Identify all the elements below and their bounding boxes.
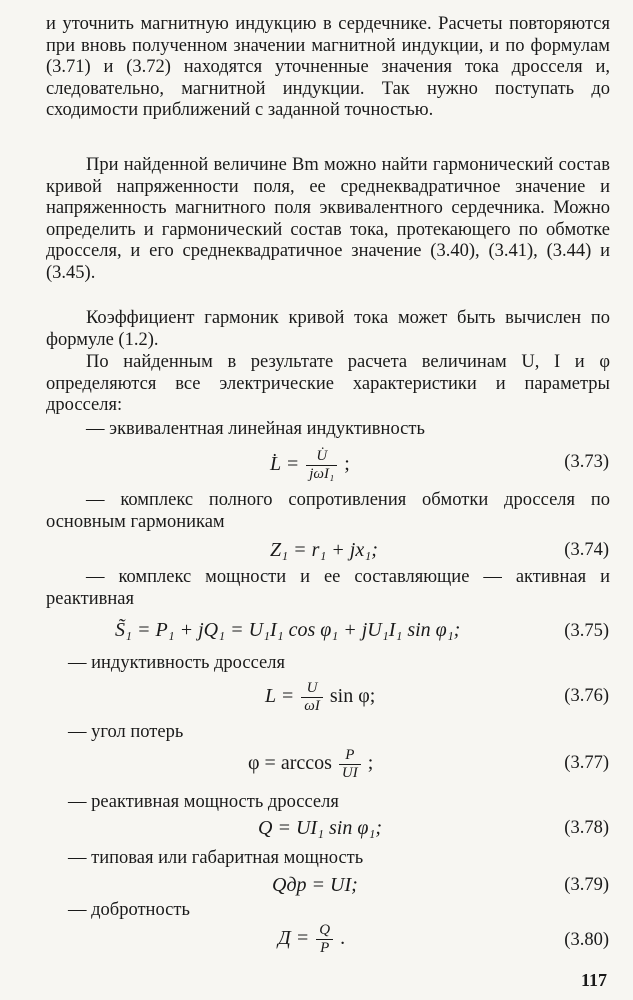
eq373-numerator: U̇ xyxy=(306,448,337,466)
eq380-numerator: Q xyxy=(316,922,333,940)
equation-3-76 xyxy=(265,680,375,715)
eq376-numerator: U xyxy=(301,680,323,698)
paragraph-2: При найденной величине Bm можно найти гармонический состав кривой напряженности поля, ее среднеквадратичное значение и напряженность магнитного поля эквивалентного сердечника. Можно определить и гармонический состав тока, протекающего по обмотке дросселя, и его среднеквадратичное значение (3.40), (3.41), (3.44) и (3.45). xyxy=(46,155,610,283)
eq380-denominator: P xyxy=(320,940,330,956)
eq373-tail: ; xyxy=(344,453,350,476)
eq376-lhs: L = xyxy=(265,685,295,708)
paragraph-4: По найденным в результате расчета величинам U, I и φ определяются все электрические характеристики и параметры дросселя: xyxy=(46,352,610,415)
page-number: 117 xyxy=(580,970,607,990)
equation-number-3-78: (3.78) xyxy=(564,818,609,838)
eq377-lhs: φ = arccos xyxy=(248,752,332,775)
eq376-fraction xyxy=(301,680,323,715)
equation-3-77 xyxy=(248,747,373,782)
item-typical-power: — типовая или габаритная мощность xyxy=(68,848,364,868)
item-inductance: — индуктивность дросселя xyxy=(68,653,285,673)
equation-3-73 xyxy=(270,448,350,483)
equation-number-3-75: (3.75) xyxy=(564,621,609,641)
eq376-tail: sin φ; xyxy=(329,685,376,708)
eq373-lhs: L̇ = xyxy=(270,453,300,476)
equation-number-3-73: (3.73) xyxy=(564,452,609,472)
equation-number-3-79: (3.79) xyxy=(564,875,609,895)
eq377-fraction xyxy=(339,747,361,782)
eq380-lhs: Д = xyxy=(278,927,310,950)
equation-3-79: Qдр = UI; xyxy=(272,874,358,896)
eq376-denominator: ωI xyxy=(304,698,320,714)
equation-number-3-76: (3.76) xyxy=(564,686,609,706)
eq377-numerator: P xyxy=(339,747,361,765)
item-reactive-power: — реактивная мощность дросселя xyxy=(68,792,339,812)
equation-number-3-74: (3.74) xyxy=(564,540,609,560)
item-inductance-equiv: — эквивалентная линейная индуктивность xyxy=(86,419,425,439)
paragraph-1: и уточнить магнитную индукцию в сердечнике. Расчеты повторяются при вновь полученном значении магнитной индукции, и по формулам (3.71) и (3.72) находятся уточненные значения тока дросселя и, следовательно, магнитной индукции. Так нужно поступать до сходимости приближений с заданной точностью. xyxy=(46,14,610,120)
eq373-denominator: jωI₁ xyxy=(309,466,335,482)
item-impedance: — комплекс полного сопротивления обмотки дросселя по основным гармоникам xyxy=(46,490,610,532)
equation-3-74: Z₁ = r₁ + jx₁; xyxy=(270,539,378,561)
eq373-fraction xyxy=(306,448,337,483)
paragraph-3: Коэффициент гармоник кривой тока может быть вычислен по формуле (1.2). xyxy=(46,308,610,350)
eq377-tail: ; xyxy=(367,752,374,775)
eq380-fraction xyxy=(316,922,333,957)
item-power-complex: — комплекс мощности и ее составляющие — активная и реактивная xyxy=(46,567,610,609)
eq380-tail: . xyxy=(340,927,346,950)
equation-number-3-77: (3.77) xyxy=(564,753,609,773)
eq377-denominator: UI xyxy=(341,765,358,781)
equation-3-80 xyxy=(278,922,345,957)
equation-number-3-80: (3.80) xyxy=(564,930,609,950)
item-quality: — добротность xyxy=(68,900,190,920)
item-loss-angle: — угол потерь xyxy=(68,722,184,742)
equation-3-75: S̃₁ = P₁ + jQ₁ = U₁I₁ cos φ₁ + jU₁I₁ sin φ₁; xyxy=(115,619,461,641)
equation-3-78: Q = UI₁ sin φ₁; xyxy=(258,817,383,839)
